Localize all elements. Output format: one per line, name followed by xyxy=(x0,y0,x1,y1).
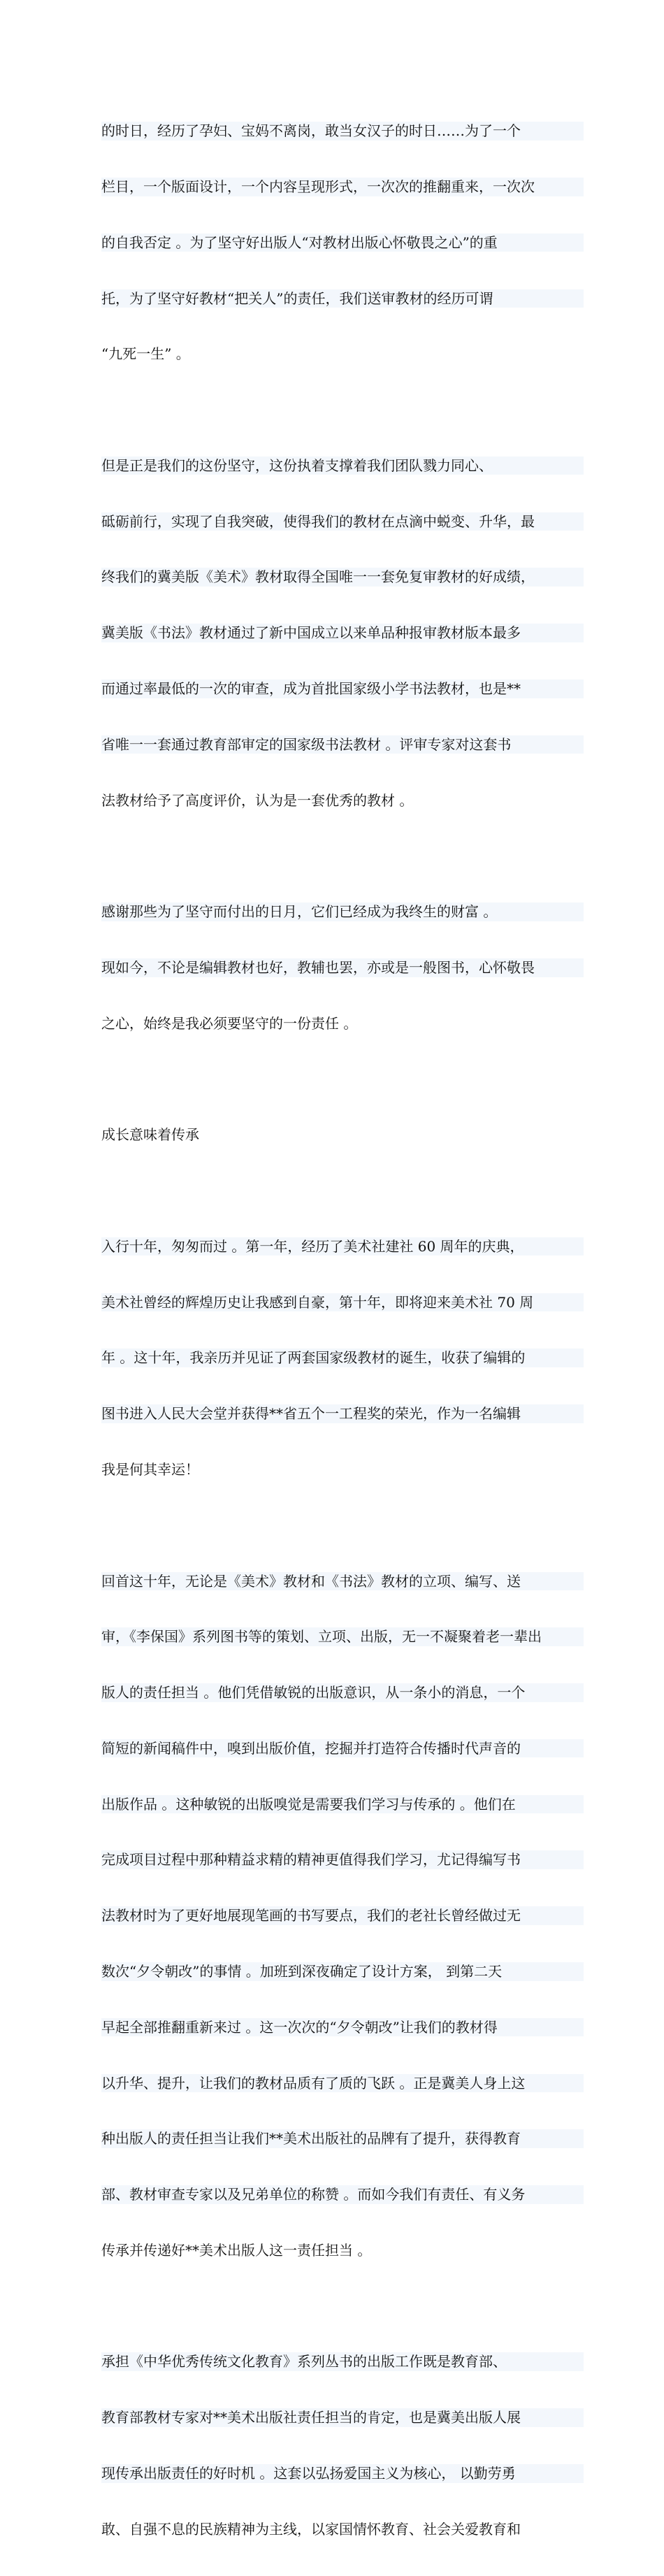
section-heading-text: 成长意味着传承 xyxy=(101,1126,199,1144)
text-line: 省唯一一套通过教育部审定的国家级书法教材 。评审专家对这套书 xyxy=(101,735,584,754)
text-line: 托，为了坚守好教材“把关人”的责任，我们送审教材的经历可谓 xyxy=(101,289,584,308)
paragraph-gap xyxy=(101,2297,584,2316)
paragraph-gap xyxy=(101,847,584,865)
text-line: 法教材给予了高度评价，认为是一套优秀的教材 。 xyxy=(101,791,414,809)
text-line: 的自我否定 。为了坚守好出版人“对教材出版心怀敬畏之心”的重 xyxy=(101,233,584,252)
text-line: 入行十年，匆匆而过 。第一年，经历了美术社建社 60 周年的庆典， xyxy=(101,1237,584,1256)
section-heading xyxy=(101,1088,584,1181)
text-line: 现传承出版责任的好时机 。这套以弘扬爱国主义为核心， 以勤劳勇 xyxy=(101,2464,584,2483)
paragraph-4 xyxy=(101,1200,584,1516)
text-line: 传承并传递好**美术出版人这一责任担当 。 xyxy=(101,2241,372,2259)
text-line: 冀美版《书法》教材通过了新中国成立以来单品种报审教材版本最多 xyxy=(101,624,584,642)
text-line: 栏目，一个版面设计，一个内容呈现形式，一次次的推翻重来，一次次 xyxy=(101,178,584,196)
text-line: 出版作品 。这种敏锐的出版嗅觉是需要我们学习与传承的 。他们在 xyxy=(101,1795,584,1814)
text-line: 年 。这十年，我亲历并见证了两套国家级教材的诞生，收获了编辑的 xyxy=(101,1348,584,1367)
text-line: 敢、自强不息的民族精神为主线，以家国情怀教育、社会关爱教育和 xyxy=(101,2520,521,2538)
paragraph-gap xyxy=(101,1070,584,1088)
paragraph-5 xyxy=(101,1534,584,2296)
text-line: 的时日，经历了孕妇、宝妈不离岗，敢当女汉子的时日……为了一个 xyxy=(101,122,584,141)
text-line: 简短的新闻稿件中，嗅到出版价值，挖掘并打造符合传播时代声音的 xyxy=(101,1739,584,1758)
text-line: 之心，始终是我必须要坚守的一份责任 。 xyxy=(101,1014,358,1032)
paragraph-3 xyxy=(101,865,584,1070)
paragraph-1 xyxy=(101,85,584,401)
text-line: 版人的责任担当 。他们凭借敏锐的出版意识，从一条小的消息，一个 xyxy=(101,1683,584,1702)
text-line: 审，《李保国》系列图书等的策划、立项、出版，无一不凝聚着老一辈出 xyxy=(101,1627,584,1646)
text-line: 部、教材审查专家以及兄弟单位的称赞 。而如今我们有责任、有义务 xyxy=(101,2185,584,2204)
text-line: 种出版人的责任担当让我们**美术出版社的品牌有了提升，获得教育 xyxy=(101,2129,584,2148)
paragraph-2 xyxy=(101,419,584,847)
paragraph-gap xyxy=(101,1181,584,1200)
text-line: 以升华、提升，让我们的教材品质有了质的飞跃 。正是冀美人身上这 xyxy=(101,2074,584,2093)
document-body xyxy=(101,85,584,2576)
text-line: 法教材时为了更好地展现笔画的书写要点，我们的老社长曾经做过无 xyxy=(101,1906,584,1925)
text-line: 终我们的冀美版《美术》教材取得全国唯一一套免复审教材的好成绩， xyxy=(101,568,584,587)
text-line: 图书进入人民大会堂并获得**省五个一工程奖的荣光，作为一名编辑 xyxy=(101,1404,584,1423)
text-line: 承担《中华优秀传统文化教育》系列丛书的出版工作既是教育部、 xyxy=(101,2352,584,2371)
text-line: “九死一生” 。 xyxy=(101,345,190,363)
text-line: 早起全部推翻重新来过 。这一次次的“夕令朝改”让我们的教材得 xyxy=(101,2018,584,2037)
text-line: 现如今，不论是编辑教材也好，教辅也罢，亦或是一般图书，心怀敬畏 xyxy=(101,958,584,977)
text-line: 美术社曾经的辉煌历史让我感到自豪，第十年，即将迎来美术社 70 周 xyxy=(101,1293,584,1312)
text-line: 数次“夕令朝改”的事情 。加班到深夜确定了设计方案， 到第二天 xyxy=(101,1962,584,1981)
text-line: 我是何其幸运！ xyxy=(101,1460,199,1478)
paragraph-gap xyxy=(101,1516,584,1535)
text-line: 教育部教材专家对**美术出版社责任担当的肯定，也是冀美出版人展 xyxy=(101,2408,584,2427)
text-line: 而通过率最低的一次的审查，成为首批国家级小学书法教材，也是** xyxy=(101,679,584,698)
paragraph-gap xyxy=(101,401,584,419)
text-line: 完成项目过程中那种精益求精的精神更值得我们学习，尤记得编写书 xyxy=(101,1850,584,1869)
text-line: 但是正是我们的这份坚守，这份执着支撑着我们团队戮力同心、 xyxy=(101,456,584,475)
text-line: 砥砺前行，实现了自我突破，使得我们的教材在点滴中蜕变、升华，最 xyxy=(101,512,584,531)
text-line: 感谢那些为了坚守而付出的日月，它们已经成为我终生的财富 。 xyxy=(101,902,584,921)
text-line: 回首这十年，无论是《美术》教材和《书法》教材的立项、编写、送 xyxy=(101,1572,584,1591)
paragraph-6 xyxy=(101,2315,584,2575)
